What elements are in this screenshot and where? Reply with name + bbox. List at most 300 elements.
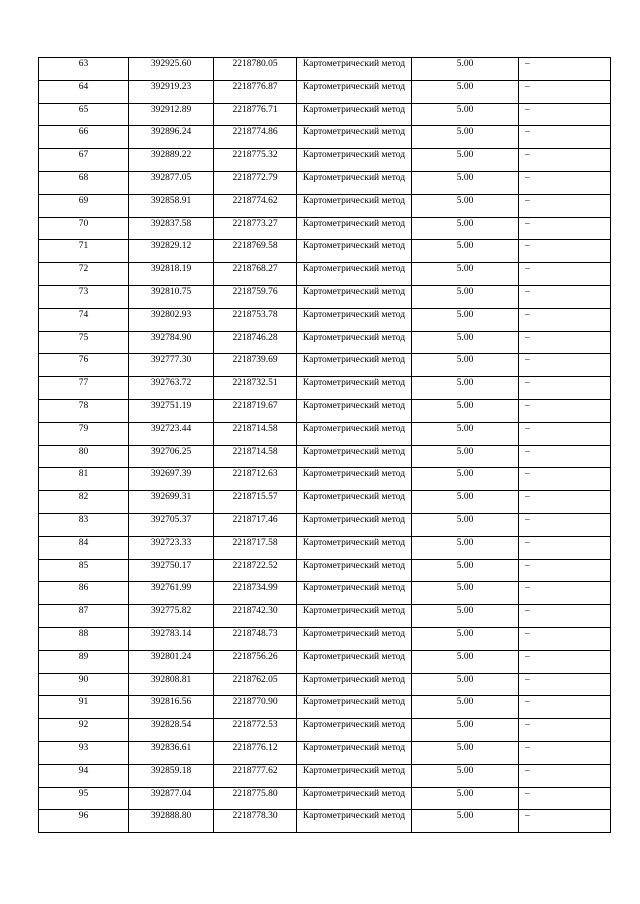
description-cell (519, 468, 611, 491)
point-number-cell-text: 79 (78, 423, 89, 434)
accuracy-cell-text: 5.00 (456, 742, 474, 753)
y-coordinate-cell (214, 354, 297, 377)
y-coordinate-cell-text: 2218715.57 (232, 492, 278, 503)
method-cell (297, 285, 412, 308)
y-coordinate-cell (214, 103, 297, 126)
description-cell-text: – (525, 286, 530, 297)
x-coordinate-cell (129, 285, 214, 308)
point-number-cell-text: 90 (78, 674, 89, 685)
method-cell-text: Картометрический метод (302, 788, 406, 799)
accuracy-cell-text: 5.00 (456, 446, 474, 457)
description-cell (519, 149, 611, 172)
method-cell-text: Картометрический метод (302, 720, 406, 731)
point-number-cell-text: 65 (78, 104, 89, 115)
method-cell (297, 605, 412, 628)
description-cell (519, 445, 611, 468)
method-cell-text: Картометрический метод (302, 127, 406, 138)
x-coordinate-cell-text: 392723.44 (150, 423, 192, 434)
method-cell (297, 377, 412, 400)
x-coordinate-cell (129, 194, 214, 217)
x-coordinate-cell-text: 392810.75 (150, 286, 192, 297)
y-coordinate-cell (214, 468, 297, 491)
accuracy-cell-text: 5.00 (456, 332, 474, 343)
x-coordinate-cell-text: 392808.81 (150, 674, 192, 685)
x-coordinate-cell-text: 392761.99 (150, 583, 192, 594)
accuracy-cell-text: 5.00 (456, 469, 474, 480)
description-cell-text: – (525, 309, 530, 320)
accuracy-cell-text: 5.00 (456, 400, 474, 411)
description-cell (519, 103, 611, 126)
x-coordinate-cell (129, 650, 214, 673)
description-cell (519, 217, 611, 240)
x-coordinate-cell (129, 719, 214, 742)
y-coordinate-cell (214, 513, 297, 536)
method-cell (297, 673, 412, 696)
description-cell-text: – (525, 606, 530, 617)
x-coordinate-cell (129, 445, 214, 468)
y-coordinate-cell-text: 2218756.26 (232, 651, 278, 662)
description-cell (519, 764, 611, 787)
method-cell (297, 308, 412, 331)
method-cell-text: Картометрический метод (302, 514, 406, 525)
accuracy-cell (412, 354, 519, 377)
accuracy-cell (412, 422, 519, 445)
y-coordinate-cell (214, 787, 297, 810)
description-cell-text: – (525, 765, 530, 776)
y-coordinate-cell (214, 605, 297, 628)
accuracy-cell-text: 5.00 (456, 560, 474, 571)
accuracy-cell-text: 5.00 (456, 104, 474, 115)
method-cell (297, 263, 412, 286)
point-number-cell (39, 627, 129, 650)
description-cell (519, 80, 611, 103)
x-coordinate-cell (129, 308, 214, 331)
point-number-cell-text: 88 (78, 628, 89, 639)
x-coordinate-cell (129, 536, 214, 559)
method-cell (297, 354, 412, 377)
accuracy-cell (412, 787, 519, 810)
y-coordinate-cell (214, 194, 297, 217)
x-coordinate-cell (129, 171, 214, 194)
x-coordinate-cell (129, 559, 214, 582)
x-coordinate-cell-text: 392751.19 (150, 400, 192, 411)
x-coordinate-cell-text: 392723.33 (150, 537, 192, 548)
description-cell-text: – (525, 355, 530, 366)
point-number-cell (39, 285, 129, 308)
point-number-cell (39, 605, 129, 628)
table-row (39, 240, 611, 263)
accuracy-cell (412, 719, 519, 742)
x-coordinate-cell-text: 392777.30 (150, 355, 192, 366)
method-cell-text: Картометрический метод (302, 742, 406, 753)
y-coordinate-cell (214, 240, 297, 263)
point-number-cell-text: 93 (78, 742, 89, 753)
table-row (39, 149, 611, 172)
accuracy-cell (412, 627, 519, 650)
method-cell (297, 810, 412, 833)
accuracy-cell (412, 605, 519, 628)
description-cell (519, 627, 611, 650)
description-cell (519, 308, 611, 331)
table-row (39, 559, 611, 582)
point-number-cell (39, 764, 129, 787)
x-coordinate-cell (129, 787, 214, 810)
accuracy-cell-text: 5.00 (456, 195, 474, 206)
x-coordinate-cell (129, 491, 214, 514)
method-cell (297, 650, 412, 673)
description-cell (519, 126, 611, 149)
x-coordinate-cell (129, 673, 214, 696)
table-row (39, 741, 611, 764)
y-coordinate-cell-text: 2218753.78 (232, 309, 278, 320)
x-coordinate-cell-text: 392877.05 (150, 172, 192, 183)
table-row (39, 627, 611, 650)
table-row (39, 308, 611, 331)
x-coordinate-cell-text: 392705.37 (150, 514, 192, 525)
accuracy-cell (412, 513, 519, 536)
point-number-cell (39, 696, 129, 719)
description-cell-text: – (525, 172, 530, 183)
description-cell-text: – (525, 400, 530, 411)
description-cell-text: – (525, 81, 530, 92)
method-cell (297, 468, 412, 491)
x-coordinate-cell (129, 468, 214, 491)
accuracy-cell (412, 491, 519, 514)
accuracy-cell (412, 240, 519, 263)
method-cell-text: Картометрический метод (302, 81, 406, 92)
description-cell (519, 331, 611, 354)
method-cell (297, 240, 412, 263)
y-coordinate-cell (214, 810, 297, 833)
point-number-cell (39, 103, 129, 126)
accuracy-cell-text: 5.00 (456, 628, 474, 639)
x-coordinate-cell-text: 392925.60 (150, 59, 192, 69)
table-row (39, 399, 611, 422)
description-cell (519, 673, 611, 696)
x-coordinate-cell-text: 392889.22 (150, 150, 192, 161)
description-cell-text: – (525, 241, 530, 252)
x-coordinate-cell (129, 605, 214, 628)
y-coordinate-cell-text: 2218717.46 (232, 514, 278, 525)
method-cell (297, 696, 412, 719)
description-cell (519, 399, 611, 422)
x-coordinate-cell-text: 392784.90 (150, 332, 192, 343)
method-cell-text: Картометрический метод (302, 651, 406, 662)
method-cell-text: Картометрический метод (302, 560, 406, 571)
description-cell-text: – (525, 378, 530, 389)
accuracy-cell-text: 5.00 (456, 720, 474, 731)
accuracy-cell (412, 331, 519, 354)
table-row (39, 171, 611, 194)
table-row (39, 103, 611, 126)
table-row (39, 605, 611, 628)
y-coordinate-cell-text: 2218719.67 (232, 400, 278, 411)
point-number-cell-text: 95 (78, 788, 89, 799)
accuracy-cell (412, 399, 519, 422)
description-cell-text: – (525, 537, 530, 548)
description-cell (519, 263, 611, 286)
accuracy-cell-text: 5.00 (456, 264, 474, 275)
accuracy-cell (412, 149, 519, 172)
point-number-cell (39, 513, 129, 536)
y-coordinate-cell (214, 80, 297, 103)
x-coordinate-cell-text: 392750.17 (150, 560, 192, 571)
description-cell (519, 58, 611, 81)
y-coordinate-cell-text: 2218742.30 (232, 606, 278, 617)
point-number-cell (39, 58, 129, 81)
x-coordinate-cell-text: 392829.12 (150, 241, 192, 252)
description-cell (519, 787, 611, 810)
y-coordinate-cell (214, 536, 297, 559)
y-coordinate-cell (214, 764, 297, 787)
x-coordinate-cell-text: 392699.31 (150, 492, 192, 503)
accuracy-cell (412, 650, 519, 673)
method-cell-text: Картометрический метод (302, 811, 406, 822)
accuracy-cell (412, 308, 519, 331)
description-cell-text: – (525, 560, 530, 571)
y-coordinate-cell (214, 308, 297, 331)
x-coordinate-cell-text: 392818.19 (150, 264, 192, 275)
y-coordinate-cell-text: 2218770.90 (232, 697, 278, 708)
x-coordinate-cell (129, 399, 214, 422)
accuracy-cell-text: 5.00 (456, 423, 474, 434)
y-coordinate-cell-text: 2218746.28 (232, 332, 278, 343)
accuracy-cell-text: 5.00 (456, 241, 474, 252)
method-cell (297, 126, 412, 149)
y-coordinate-cell-text: 2218772.53 (232, 720, 278, 731)
accuracy-cell (412, 194, 519, 217)
method-cell (297, 719, 412, 742)
y-coordinate-cell-text: 2218776.71 (232, 104, 278, 115)
accuracy-cell (412, 377, 519, 400)
method-cell (297, 491, 412, 514)
method-cell (297, 399, 412, 422)
point-number-cell-text: 72 (78, 264, 89, 275)
table-row (39, 810, 611, 833)
description-cell (519, 171, 611, 194)
accuracy-cell (412, 126, 519, 149)
point-number-cell-text: 96 (78, 811, 89, 822)
accuracy-cell-text: 5.00 (456, 59, 474, 69)
method-cell (297, 331, 412, 354)
description-cell-text: – (525, 469, 530, 480)
description-cell (519, 536, 611, 559)
point-number-cell (39, 422, 129, 445)
point-number-cell (39, 263, 129, 286)
description-cell (519, 354, 611, 377)
accuracy-cell (412, 58, 519, 81)
table-row (39, 331, 611, 354)
accuracy-cell (412, 741, 519, 764)
point-number-cell (39, 787, 129, 810)
accuracy-cell (412, 171, 519, 194)
table-row (39, 650, 611, 673)
x-coordinate-cell-text: 392919.23 (150, 81, 192, 92)
y-coordinate-cell (214, 58, 297, 81)
table-row (39, 422, 611, 445)
table-row (39, 582, 611, 605)
point-number-cell-text: 70 (78, 218, 89, 229)
accuracy-cell-text: 5.00 (456, 378, 474, 389)
y-coordinate-cell (214, 377, 297, 400)
method-cell (297, 171, 412, 194)
y-coordinate-cell-text: 2218776.12 (232, 742, 278, 753)
x-coordinate-cell (129, 764, 214, 787)
table-row (39, 719, 611, 742)
method-cell-text: Картометрический метод (302, 628, 406, 639)
point-number-cell-text: 80 (78, 446, 89, 457)
accuracy-cell-text: 5.00 (456, 583, 474, 594)
point-number-cell (39, 217, 129, 240)
point-number-cell (39, 445, 129, 468)
point-number-cell (39, 331, 129, 354)
method-cell (297, 536, 412, 559)
y-coordinate-cell (214, 422, 297, 445)
method-cell-text: Картометрический метод (302, 378, 406, 389)
x-coordinate-cell (129, 741, 214, 764)
description-cell-text: – (525, 423, 530, 434)
method-cell-text: Картометрический метод (302, 355, 406, 366)
method-cell (297, 58, 412, 81)
method-cell (297, 194, 412, 217)
point-number-cell-text: 67 (78, 150, 89, 161)
x-coordinate-cell (129, 80, 214, 103)
x-coordinate-cell (129, 331, 214, 354)
point-number-cell (39, 491, 129, 514)
point-number-cell (39, 80, 129, 103)
y-coordinate-cell (214, 741, 297, 764)
accuracy-cell (412, 582, 519, 605)
y-coordinate-cell-text: 2218777.62 (232, 765, 278, 776)
point-number-cell (39, 377, 129, 400)
accuracy-cell (412, 285, 519, 308)
x-coordinate-cell-text: 392877.04 (150, 788, 192, 799)
point-number-cell-text: 68 (78, 172, 89, 183)
accuracy-cell-text: 5.00 (456, 309, 474, 320)
description-cell-text: – (525, 514, 530, 525)
point-number-cell-text: 63 (78, 59, 89, 69)
accuracy-cell-text: 5.00 (456, 788, 474, 799)
y-coordinate-cell-text: 2218732.51 (232, 378, 278, 389)
y-coordinate-cell-text: 2218773.27 (232, 218, 278, 229)
point-number-cell (39, 468, 129, 491)
method-cell-text: Картометрический метод (302, 195, 406, 206)
accuracy-cell-text: 5.00 (456, 514, 474, 525)
table-row (39, 696, 611, 719)
y-coordinate-cell-text: 2218748.73 (232, 628, 278, 639)
y-coordinate-cell-text: 2218775.80 (232, 788, 278, 799)
point-number-cell-text: 92 (78, 720, 89, 731)
y-coordinate-cell-text: 2218774.86 (232, 127, 278, 138)
accuracy-cell (412, 217, 519, 240)
table-row (39, 536, 611, 559)
x-coordinate-cell-text: 392888.80 (150, 811, 192, 822)
method-cell (297, 217, 412, 240)
method-cell (297, 741, 412, 764)
method-cell-text: Картометрический метод (302, 150, 406, 161)
point-number-cell (39, 559, 129, 582)
table-row (39, 377, 611, 400)
accuracy-cell (412, 764, 519, 787)
method-cell-text: Картометрический метод (302, 286, 406, 297)
table-row (39, 58, 611, 81)
point-number-cell-text: 85 (78, 560, 89, 571)
description-cell-text: – (525, 59, 530, 69)
x-coordinate-cell-text: 392837.58 (150, 218, 192, 229)
method-cell-text: Картометрический метод (302, 537, 406, 548)
y-coordinate-cell-text: 2218714.58 (232, 446, 278, 457)
x-coordinate-cell-text: 392858.91 (150, 195, 192, 206)
description-cell-text: – (525, 742, 530, 753)
accuracy-cell (412, 445, 519, 468)
accuracy-cell-text: 5.00 (456, 172, 474, 183)
method-cell-text: Картометрический метод (302, 583, 406, 594)
y-coordinate-cell-text: 2218722.52 (232, 560, 278, 571)
accuracy-cell-text: 5.00 (456, 537, 474, 548)
y-coordinate-cell (214, 559, 297, 582)
y-coordinate-cell-text: 2218776.87 (232, 81, 278, 92)
point-number-cell (39, 719, 129, 742)
point-number-cell-text: 73 (78, 286, 89, 297)
x-coordinate-cell-text: 392783.14 (150, 628, 192, 639)
description-cell (519, 719, 611, 742)
method-cell-text: Картометрический метод (302, 674, 406, 685)
x-coordinate-cell-text: 392836.61 (150, 742, 192, 753)
y-coordinate-cell (214, 399, 297, 422)
accuracy-cell (412, 696, 519, 719)
table-row (39, 764, 611, 787)
y-coordinate-cell-text: 2218734.99 (232, 583, 278, 594)
method-cell (297, 513, 412, 536)
y-coordinate-cell-text: 2218772.79 (232, 172, 278, 183)
table-row (39, 354, 611, 377)
point-number-cell (39, 308, 129, 331)
table-row (39, 126, 611, 149)
point-number-cell (39, 582, 129, 605)
method-cell-text: Картометрический метод (302, 104, 406, 115)
y-coordinate-cell (214, 263, 297, 286)
x-coordinate-cell-text: 392706.25 (150, 446, 192, 457)
x-coordinate-cell (129, 103, 214, 126)
description-cell-text: – (525, 583, 530, 594)
method-cell-text: Картометрический метод (302, 423, 406, 434)
x-coordinate-cell-text: 392816.56 (150, 697, 192, 708)
point-number-cell (39, 194, 129, 217)
description-cell-text: – (525, 264, 530, 275)
point-number-cell-text: 69 (78, 195, 89, 206)
accuracy-cell-text: 5.00 (456, 127, 474, 138)
x-coordinate-cell-text: 392775.82 (150, 606, 192, 617)
method-cell (297, 422, 412, 445)
x-coordinate-cell (129, 354, 214, 377)
point-number-cell-text: 74 (78, 309, 89, 320)
y-coordinate-cell (214, 126, 297, 149)
method-cell (297, 103, 412, 126)
point-number-cell-text: 75 (78, 332, 89, 343)
description-cell-text: – (525, 628, 530, 639)
accuracy-cell-text: 5.00 (456, 492, 474, 503)
y-coordinate-cell (214, 719, 297, 742)
accuracy-cell-text: 5.00 (456, 81, 474, 92)
point-number-cell (39, 240, 129, 263)
description-cell (519, 285, 611, 308)
x-coordinate-cell-text: 392828.54 (150, 720, 192, 731)
point-number-cell-text: 87 (78, 606, 89, 617)
description-cell-text: – (525, 697, 530, 708)
x-coordinate-cell (129, 627, 214, 650)
y-coordinate-cell (214, 582, 297, 605)
method-cell-text: Картометрический метод (302, 400, 406, 411)
